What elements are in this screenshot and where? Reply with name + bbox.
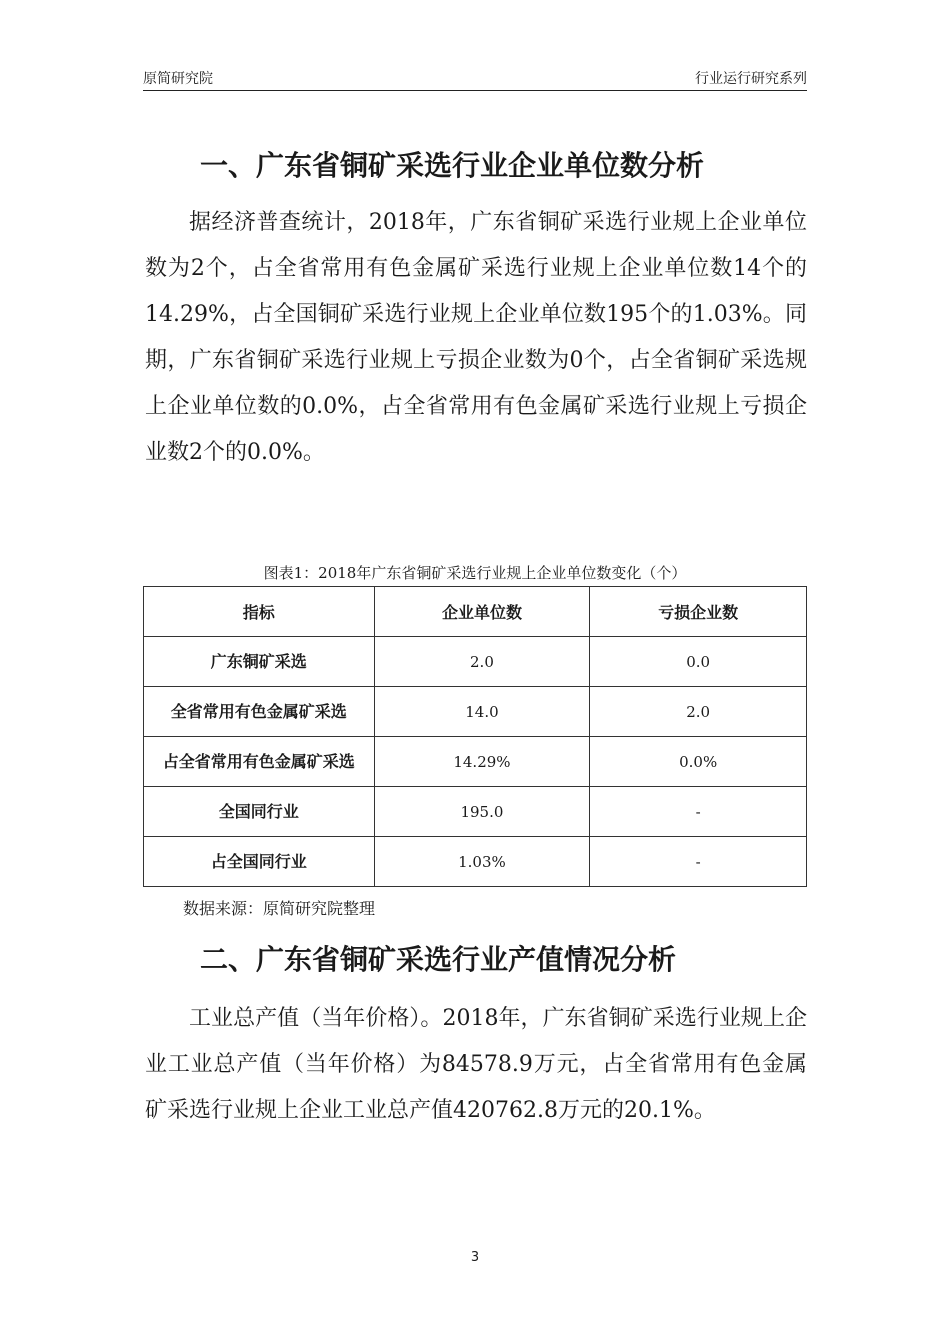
enterprise-count-cell: 195.0: [374, 787, 590, 837]
enterprise-count-cell: 14.0: [374, 687, 590, 737]
row-label: 广东铜矿采选: [144, 637, 375, 687]
section1-paragraph: 据经济普查统计，2018年，广东省铜矿采选行业规上企业单位数为2个，占全省常用有色金属矿采选行业规上企业单位数14个的14.29%，占全国铜矿采选行业规上企业单位数195个的1.03%。同期，广东省铜矿采选行业规上亏损企业数为0个，占全省铜矿采选规上企业单位数的0.0%，占全省常用有色金属矿采选行业规上亏损企业数2个的0.0%。: [145, 210, 807, 465]
header-org-name: 原简研究院: [143, 71, 213, 87]
header-divider: [143, 90, 807, 91]
enterprise-count-table: [143, 586, 807, 887]
loss-count-cell: 0.0%: [590, 737, 807, 787]
table-row: [144, 737, 807, 787]
header-indicator: 指标: [144, 587, 375, 637]
enterprise-count-cell: 2.0: [374, 637, 590, 687]
loss-count-cell: -: [590, 787, 807, 837]
header-enterprise-count: 企业单位数: [374, 587, 590, 637]
row-label: 占全国同行业: [144, 837, 375, 887]
page-number: 3: [470, 1250, 480, 1265]
enterprise-count-cell: 1.03%: [374, 837, 590, 887]
loss-count-cell: 2.0: [590, 687, 807, 737]
header-loss-count: 亏损企业数: [590, 587, 807, 637]
section2-paragraph: 工业总产值（当年价格）。2018年，广东省铜矿采选行业规上企业工业总产值（当年价格）为84578.9万元，占全省常用有色金属矿采选行业规上企业工业总产值420762.8万元的20.1%。: [145, 1006, 807, 1123]
table-row: [144, 787, 807, 837]
table-header-row: [144, 587, 807, 637]
row-label: 全省常用有色金属矿采选: [144, 687, 375, 737]
section2-title: 二、广东省铜矿采选行业产值情况分析: [200, 943, 677, 976]
table-caption: 图表1：2018年广东省铜矿采选行业规上企业单位数变化（个）: [263, 564, 687, 582]
header-series-name: 行业运行研究系列: [695, 71, 807, 87]
table-row: [144, 637, 807, 687]
loss-count-cell: -: [590, 837, 807, 887]
row-label: 占全省常用有色金属矿采选: [144, 737, 375, 787]
section1-title: 一、广东省铜矿采选行业企业单位数分析: [200, 149, 705, 182]
data-source-note: 数据来源：原简研究院整理: [183, 899, 376, 918]
row-label: 全国同行业: [144, 787, 375, 837]
loss-count-cell: 0.0: [590, 637, 807, 687]
enterprise-count-cell: 14.29%: [374, 737, 590, 787]
table-row: [144, 837, 807, 887]
table-row: [144, 687, 807, 737]
